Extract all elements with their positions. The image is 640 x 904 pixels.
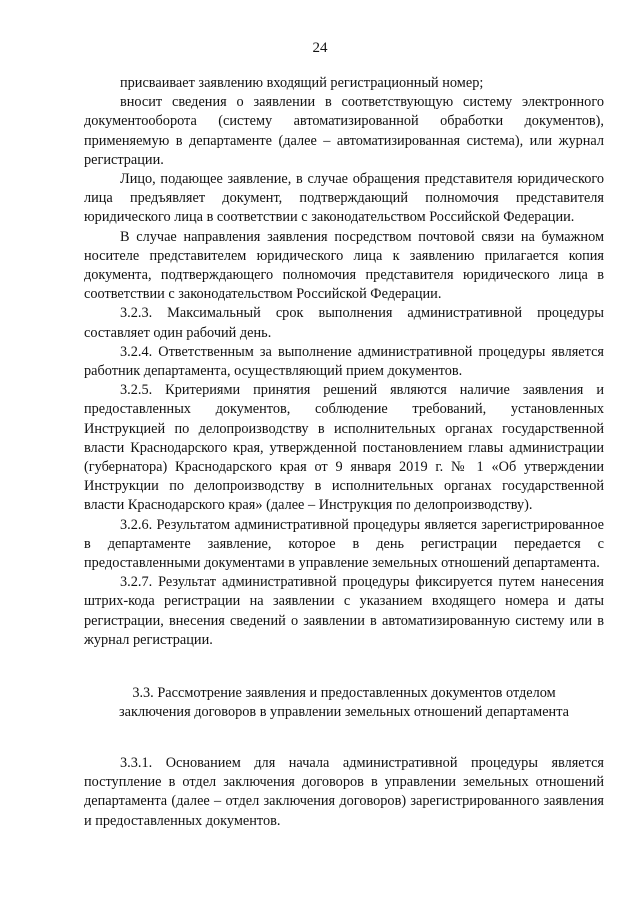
- paragraph-3-2-7: 3.2.7. Результат административной процедуры фиксируется путем нанесения штрих-кода регистрации на заявлении с указанием входящего номера и даты регистрации, внесения сведений о заявлении в автоматизированную систему или в журнал регистрации.: [84, 574, 604, 648]
- section-heading-line-1: 3.3. Рассмотрение заявления и предоставленных документов отделом: [132, 685, 556, 701]
- paragraph-legal-representative: Лицо, подающее заявление, в случае обращения представителя юридического лица предъявляет документ, подтверждающий полномочия представителя юридического лица в соответствии с законодательством Российской Федерации.: [84, 171, 604, 226]
- section-heading-3-3: [84, 684, 604, 722]
- page-number: 24: [312, 40, 328, 56]
- paragraph-registration-number: присваивает заявлению входящий регистрационный номер;: [120, 75, 484, 91]
- paragraph-3-2-6: 3.2.6. Результатом административной процедуры является зарегистрированное в департаменте заявление, которое в день регистрации передается с предоставленными документами в управление земельных отношений департамента.: [84, 516, 604, 572]
- paragraph-postal-submission: В случае направления заявления посредством почтовой связи на бумажном носителе представителем юридического лица к заявлению прилагается копия документа, подтверждающего полномочия представителя юридического лица в соответствии с законодательством Российской Федерации.: [84, 228, 604, 303]
- section-3-3-body: [84, 754, 604, 831]
- document-body: [84, 74, 604, 650]
- paragraph-3-2-3: 3.2.3. Максимальный срок выполнения административной процедуры составляет один рабочий день.: [84, 305, 604, 341]
- paragraph-3-2-5: 3.2.5. Критериями принятия решений являются наличие заявления и предоставленных документов, соблюдение требований, установленных Инструкцией по делопроизводству в исполнительных органах государственной власти Краснодарского края, утвержденной постановлением главы администрации (губернатора) Краснодарского края от 9 января 2019 г. № 1 «Об утверждении Инструкции по делопроизводству в исполнительных органах государственной власти Краснодарского края» (далее – Инструкция по делопроизводству).: [84, 382, 604, 514]
- section-heading-line-2: заключения договоров в управлении земельных отношений департамента: [119, 704, 569, 721]
- paragraph-3-3-1: 3.3.1. Основанием для начала административной процедуры является поступление в отдел заключения договоров в управлении земельных отношений департамента (далее – отдел заключения договоров) зарегистрированного заявления и предоставленных документов.: [84, 755, 604, 829]
- paragraph-edms-entry: вносит сведения о заявлении в соответствующую систему электронного документооборота (систему автоматизированной обработки документов), применяемую в департаменте (далее – автоматизированная система), или журнал регистрации.: [84, 94, 604, 168]
- paragraph-3-2-4: 3.2.4. Ответственным за выполнение административной процедуры является работник департамента, осуществляющий прием документов.: [84, 343, 604, 380]
